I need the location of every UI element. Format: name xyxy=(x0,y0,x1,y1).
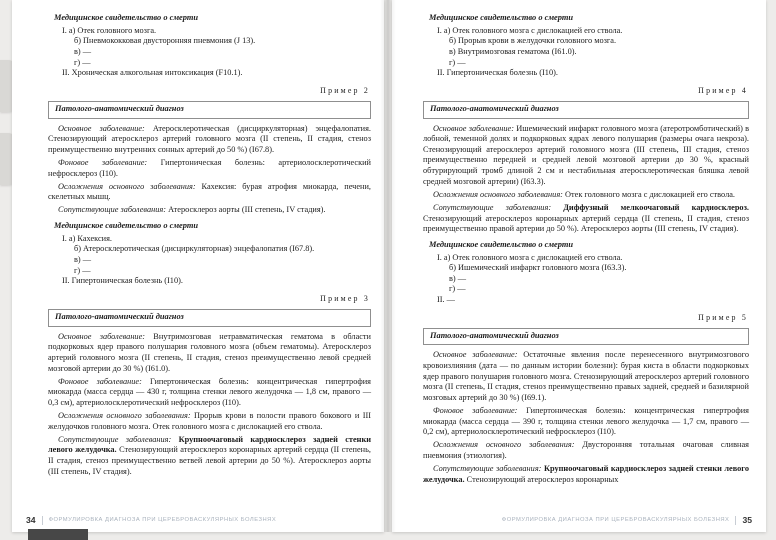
certificate-line: II. Гипертоническая болезнь (I10). xyxy=(437,68,558,78)
certificate-line: г) — xyxy=(74,265,91,275)
certificate-line: б) Ишемический инфаркт головного мозга (I63.3). xyxy=(449,263,627,273)
certificate-line: в) — xyxy=(74,255,92,264)
paragraph-label: Фоновое заболевание: xyxy=(433,405,518,415)
diagnosis-title: Патолого-анатомический диагноз xyxy=(423,101,749,119)
certificate-line: II. Гипертоническая болезнь (I10). xyxy=(62,276,183,286)
patho-diagnosis-2 xyxy=(48,101,371,216)
diagnosis-paragraph xyxy=(423,124,749,188)
paragraph-label: Основное заболевание: xyxy=(433,123,515,133)
certificate-title: Медицинское свидетельство о смерти xyxy=(429,13,574,22)
paragraph-label: Сопутствующие заболевания: xyxy=(58,434,172,444)
paragraph-text: Стенозирующий атеросклероз коронарных артерий сердца (II степень, II стадия, стеноз преимущественно правой артерии до 50 %). Атеросклероз аорты (III степень, IV стадия). xyxy=(423,213,749,234)
death-certificate-4 xyxy=(423,240,749,306)
page-number: 35 xyxy=(742,515,752,525)
certificate-line: б) Пневмококковая двусторонняя пневмония (J 13). xyxy=(74,36,256,46)
diagnosis-paragraph xyxy=(48,411,371,432)
certificate-line: г) — xyxy=(449,57,466,67)
certificate-line: I. а) Отек головного мозга с дислокацией его ствола. xyxy=(437,252,623,262)
page-34-content xyxy=(48,8,371,480)
diagnosis-title: Патолого-анатомический диагноз xyxy=(423,328,749,346)
paragraph-text: Прорыв крови в полости правого бокового и III желудочков головного мозга. Отек головного мозга с дислокацией его ствола. xyxy=(48,410,371,431)
diagnosis-title: Патолого-анатомический диагноз xyxy=(48,101,371,119)
paragraph-label: Сопутствующие заболевания: xyxy=(58,205,167,215)
paragraph-label: Осложнения основного заболевания: xyxy=(433,189,563,199)
paragraph-label: Осложнения основного заболевания: xyxy=(433,440,575,450)
paragraph-text: Стенозирующий атеросклероз коронарных артерий сердца (II степень, II стадия, стеноз преимущественно ветвей левой артерии до 50 %). Атеросклероз аорты (III степень, IV стадия). xyxy=(48,445,371,476)
paragraph-text: Атеросклероз аорты (III степень, IV стадия). xyxy=(168,205,326,215)
page-35-content xyxy=(423,8,749,488)
example-label-4: Пример 4 xyxy=(698,85,748,95)
diagnosis-paragraph xyxy=(423,440,749,461)
paragraph-label: Фоновое заболевание: xyxy=(58,157,148,167)
certificate-line: I. а) Кахексия. xyxy=(62,233,112,243)
footer-running-title: ФОРМУЛИРОВКА ДИАГНОЗА ПРИ ЦЕРЕБРОВАСКУЛЯРНЫХ БОЛЕЗНЯХ xyxy=(48,517,277,523)
paragraph-label: Сопутствующие заболевания: xyxy=(433,202,552,212)
diagnosis-title: Патолого-анатомический диагноз xyxy=(48,309,371,327)
diagnosis-paragraph xyxy=(423,190,749,201)
diagnosis-paragraph xyxy=(48,435,371,477)
certificate-line: в) Внутримозговая гематома (I61.0). xyxy=(449,46,577,56)
certificate-line: г) — xyxy=(74,57,91,67)
page-number: 34 xyxy=(26,515,36,525)
diagnosis-paragraph xyxy=(423,203,749,235)
example-label-3: Пример 3 xyxy=(320,293,370,303)
footer-divider xyxy=(42,516,43,525)
page-35 xyxy=(392,0,766,532)
paragraph-label: Сопутствующие заболевания: xyxy=(433,464,542,473)
diagnosis-paragraph xyxy=(48,205,371,216)
page-34 xyxy=(12,0,384,532)
paragraph-bold: Диффузный мелкоочаговый кардиосклероз. xyxy=(563,202,749,212)
certificate-line: в) — xyxy=(74,46,92,56)
paragraph-label: Основное заболевание: xyxy=(58,331,146,341)
paragraph-text: Атеросклеротическая (дисциркуляторная) энцефалопатия. Стенозирующий атеросклероз артерий головного мозга (II степень, II стадия, стеноз преимущественно внутренних сонных артерий до 50 %) (I67.8). xyxy=(48,123,371,154)
diagnosis-paragraph xyxy=(48,124,371,156)
example-label-2: Пример 2 xyxy=(320,85,370,95)
diagnosis-paragraph xyxy=(48,182,371,203)
scan-edge-artifact xyxy=(28,529,88,540)
footer-running-title: ФОРМУЛИРОВКА ДИАГНОЗА ПРИ ЦЕРЕБРОВАСКУЛЯРНЫХ БОЛЕЗНЯХ xyxy=(501,517,730,523)
paragraph-bold: Крупноочаговый кардиосклероз задней стенки левого желудочка. xyxy=(48,434,372,455)
certificate-line: б) Атеросклеротическая (дисциркуляторная) энцефалопатия (I67.8). xyxy=(74,244,315,254)
footer-divider xyxy=(735,516,736,525)
paragraph-text: Остаточные явления после перенесенного внутримозгового кровоизлияния (дата — по данным истории болезни): бурая киста в области подкорковых ядер правого полушария головного мозга. Стенозирующий атеросклероз артерий головного мозга (II степень, II стадия, стеноз преимущественно правых задней, средней и базилярной мозговых артерий до 30 %) (I69.1). xyxy=(423,350,749,402)
paragraph-text: Гипертоническая болезнь: артериолосклеротический нефросклероз (I10). xyxy=(48,157,371,178)
paragraph-label: Основное заболевание: xyxy=(58,123,145,133)
paragraph-label: Фоновое заболевание: xyxy=(58,376,142,386)
paragraph-label: Осложнения основного заболевания: xyxy=(58,410,191,420)
paragraph-text: Ишемический инфаркт головного мозга (атеротромботический) в лобной, теменной долях и подкорковых ядрах левого полушария (размеры очага некроза). Стенозирующий атеросклероз артерий головного мозга (III степень, III стадия, стеноз преимущественно передней и средней левой мозговой артерии до 30 %, красный обтурирующий тромб длиной 2 см и нестабильная атеросклеротическая бляшка левой средней мозговой артерии) (I63.3). xyxy=(423,123,749,186)
example-label-5: Пример 5 xyxy=(698,312,748,322)
paragraph-label: Осложнения основного заболевания: xyxy=(58,181,196,191)
death-certificate-1 xyxy=(48,13,371,79)
patho-diagnosis-5 xyxy=(423,328,749,486)
paragraph-text: Внутримозговая нетравматическая гематома в области подкорковых ядер правого полушария головного мозга (объем гематомы). Атеросклероз артерий головного мозга (II степень, II стадия, стеноз преимущественно левой средней мозговой артерии до 30 %) (I61.0). xyxy=(48,331,371,373)
paragraph-text: Стенозирующий атеросклероз коронарных xyxy=(466,474,619,484)
paragraph-bold: Крупноочаговый кардиосклероз задней стенки левого желудочка. xyxy=(423,464,750,484)
paragraph-text: Гипертоническая болезнь: концентрическая гипертрофия миокарда (масса сердца — 430 г, толщина стенки левого желудочка — 1,8 см, правого — 0,3 см), артериолосклеротический нефросклероз (I10). xyxy=(48,376,371,407)
paragraph-label: Основное заболевание: xyxy=(433,350,518,360)
diagnosis-paragraph xyxy=(423,464,749,485)
paragraph-text: Гипертоническая болезнь: концентрическая гипертрофия миокарда (масса сердца — 390 г, толщина стенки левого желудочка — 1,7 см, правого — 0,2 см), артериолосклеротический нефросклероз (I10). xyxy=(423,405,749,437)
paragraph-text: Кахексия: бурая атрофия миокарда, печени, скелетных мышц. xyxy=(48,181,371,202)
paragraph-text: Отек головного мозга с дислокацией его ствола. xyxy=(565,189,735,199)
patho-diagnosis-4 xyxy=(423,101,749,235)
certificate-title: Медицинское свидетельство о смерти xyxy=(54,13,199,22)
diagnosis-paragraph xyxy=(48,332,371,374)
page-footer xyxy=(406,515,752,525)
certificate-line: г) — xyxy=(449,284,466,294)
paragraph-text: Двусторонняя тотальная очаговая сливная пневмония (этиология). xyxy=(423,440,749,460)
certificate-line: I. а) Отек головного мозга с дислокацией его ствола. xyxy=(437,25,623,35)
diagnosis-paragraph xyxy=(423,406,749,438)
death-certificate-2 xyxy=(48,221,371,287)
certificate-line: II. — xyxy=(437,294,455,304)
patho-diagnosis-3 xyxy=(48,309,371,477)
certificate-title: Медицинское свидетельство о смерти xyxy=(54,221,199,231)
certificate-line: в) — xyxy=(449,273,467,283)
diagnosis-paragraph xyxy=(48,158,371,179)
certificate-line: б) Прорыв крови в желудочки головного мозга. xyxy=(449,36,617,46)
certificate-title: Медицинское свидетельство о смерти xyxy=(429,239,574,249)
certificate-line: II. Хроническая алкогольная интоксикация (F10.1). xyxy=(62,68,243,78)
diagnosis-paragraph xyxy=(423,350,749,403)
page-footer xyxy=(26,515,370,525)
diagnosis-paragraph xyxy=(48,377,371,409)
death-certificate-3 xyxy=(423,13,749,79)
certificate-line: I. а) Отек головного мозга. xyxy=(62,25,157,35)
